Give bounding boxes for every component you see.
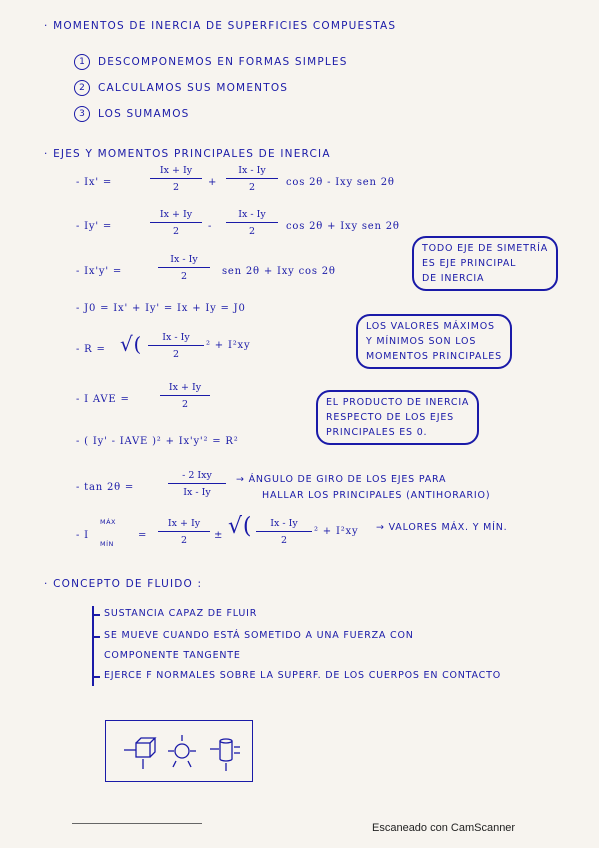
eq6-den: 2 xyxy=(181,399,189,410)
eq6-lhs: - I AVE = xyxy=(76,394,130,405)
eq8-note-2: HALLAR LOS PRINCIPALES (ANTIHORARIO) xyxy=(262,490,491,501)
eq1-f2-den: 2 xyxy=(248,182,256,193)
eq5-tail: ² + I²xy xyxy=(206,340,251,351)
fluid-item-4: EJERCE F NORMALES SOBRE LA SUPERF. DE LOS CUERPOS EN CONTACTO xyxy=(104,670,501,681)
eq2-f1-den: 2 xyxy=(172,226,180,237)
eq9-fraction-2 xyxy=(256,518,312,546)
fluid-item-3: COMPONENTE TANGENTE xyxy=(104,650,241,661)
eq2-fraction-1 xyxy=(150,209,202,237)
step-number-3: 3 xyxy=(74,106,90,122)
step-number-1: 1 xyxy=(74,54,90,70)
box2-line3: MOMENTOS PRINCIPALES xyxy=(366,351,502,362)
eq8-den: Ix - Iy xyxy=(183,487,211,498)
eq1-fraction-2 xyxy=(226,165,278,193)
eq2-f2-den: 2 xyxy=(248,226,256,237)
fluid-item-2: SE MUEVE CUANDO ESTÁ SOMETIDO A UNA FUERZA CON xyxy=(104,630,414,641)
eq9-sqrt-sign: √( xyxy=(228,514,253,539)
box1-line1: TODO EJE DE SIMETRÍA xyxy=(422,243,548,254)
eq5-lhs: - R = xyxy=(76,344,106,355)
eq1-f2-num: Ix - Iy xyxy=(238,165,266,176)
section1-title: · MOMENTOS DE INERCIA DE SUPERFICIES COMPUESTAS xyxy=(44,20,397,32)
eq1-f1-den: 2 xyxy=(172,182,180,193)
eq8-lhs: - tan 2θ = xyxy=(76,482,135,493)
eq9-note: → VALORES MÁX. Y MÍN. xyxy=(376,522,508,533)
eq3-lhs: - Ix'y' = xyxy=(76,266,123,277)
eq1-f1-num: Ix + Iy xyxy=(159,165,193,176)
eq7: - ( Iy' - IAVE )² + Ix'y'² = R² xyxy=(76,436,239,447)
eq9-f2-den: 2 xyxy=(280,535,288,546)
eq3-tail: sen 2θ + Ixy cos 2θ xyxy=(222,266,336,277)
section3-bracket xyxy=(92,606,94,686)
eq5-num: Ix - Iy xyxy=(162,332,190,343)
eq1-op: + xyxy=(208,177,218,188)
bracket-tick-2 xyxy=(92,636,100,638)
note-box-product xyxy=(316,390,479,445)
box3-line3: PRINCIPALES ES 0. xyxy=(326,427,428,438)
eq9-lhs: - I xyxy=(76,530,89,541)
step-number-2: 2 xyxy=(74,80,90,96)
eq1-tail: cos 2θ - Ixy sen 2θ xyxy=(286,177,395,188)
box2-line2: Y MÍNIMOS SON LOS xyxy=(366,336,477,347)
eq2-tail: cos 2θ + Ixy sen 2θ xyxy=(286,221,400,232)
eq9-f2-num: Ix - Iy xyxy=(270,518,298,529)
step-3-text: LOS SUMAMOS xyxy=(98,108,190,120)
bracket-tick-1 xyxy=(92,614,100,616)
eq9-sub: MÍN xyxy=(100,540,114,548)
eq9-fraction-1 xyxy=(158,518,210,546)
eq9-tail: ² + I²xy xyxy=(314,526,359,537)
eq3-fraction xyxy=(158,254,210,282)
eq2-f2-num: Ix - Iy xyxy=(238,209,266,220)
eq1-lhs: - Ix' = xyxy=(76,177,113,188)
eq8-num: - 2 Ixy xyxy=(182,470,212,481)
eq8-note-1: → ÁNGULO DE GIRO DE LOS EJES PARA xyxy=(236,474,447,485)
scanner-watermark: Escaneado con CamScanner xyxy=(372,822,516,834)
box1-line2: ES EJE PRINCIPAL xyxy=(422,258,517,269)
bracket-tick-3 xyxy=(92,676,100,678)
eq2-f1-num: Ix + Iy xyxy=(159,209,193,220)
note-box-symmetry xyxy=(412,236,558,291)
eq3-f1-den: 2 xyxy=(180,271,188,282)
eq1-fraction-1 xyxy=(150,165,202,193)
box1-line3: DE INERCIA xyxy=(422,273,485,284)
eq2-op: - xyxy=(208,221,213,232)
box3-line2: RESPECTO DE LOS EJES xyxy=(326,412,454,423)
section2-title: · EJES Y MOMENTOS PRINCIPALES DE INERCIA xyxy=(44,148,331,160)
box2-line1: LOS VALORES MÁXIMOS xyxy=(366,321,495,332)
section3-title: · CONCEPTO DE FLUIDO : xyxy=(44,578,203,590)
eq5-den: 2 xyxy=(172,349,180,360)
eq9-f1-num: Ix + Iy xyxy=(167,518,201,529)
eq9-f1-den: 2 xyxy=(180,535,188,546)
eq2-lhs: - Iy' = xyxy=(76,221,113,232)
footer-divider xyxy=(72,823,202,824)
step-1-text: DESCOMPONEMOS EN FORMAS SIMPLES xyxy=(98,56,348,68)
eq9-pm: ± xyxy=(214,530,224,541)
eq8-fraction xyxy=(168,470,226,498)
fluid-item-1: SUSTANCIA CAPAZ DE FLUIR xyxy=(104,608,258,619)
fluid-sketch xyxy=(105,720,253,782)
note-box-max-min xyxy=(356,314,512,369)
eq6-num: Ix + Iy xyxy=(168,382,202,393)
box3-line1: EL PRODUCTO DE INERCIA xyxy=(326,397,470,408)
eq5-sqrt-sign: √( xyxy=(120,332,143,356)
fluid-sketch-drawing xyxy=(106,721,252,781)
eq4: - J0 = Ix' + Iy' = Ix + Iy = J0 xyxy=(76,303,246,314)
eq5-fraction xyxy=(148,332,204,360)
step-2-text: CALCULAMOS SUS MOMENTOS xyxy=(98,82,289,94)
eq6-fraction xyxy=(160,382,210,410)
eq9-sup: MÁX xyxy=(100,518,117,526)
eq3-f1-num: Ix - Iy xyxy=(170,254,198,265)
eq2-fraction-2 xyxy=(226,209,278,237)
eq9-equals: = xyxy=(138,530,148,541)
